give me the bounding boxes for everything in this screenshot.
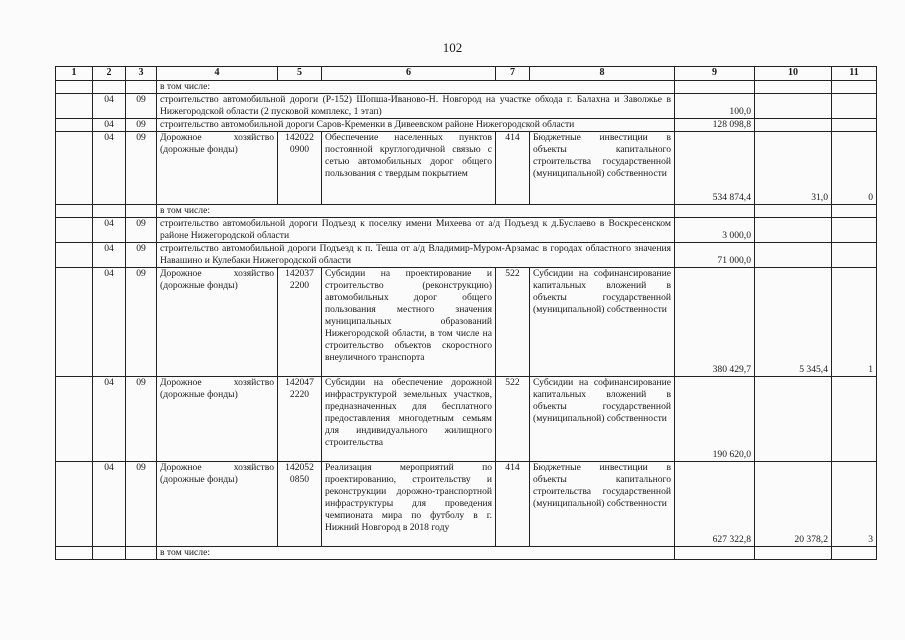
column-header: 1	[56, 67, 93, 81]
column-header: 2	[93, 67, 126, 81]
amount-cell: 20 378,2	[755, 462, 832, 547]
table-row: 04 09 Дорожное хозяйство (дорожные фонды) 142037 2200 Субсидии на проектирование и строительство (реконструкцию) автомобильных дорог общего пользования местного значения муниципальных образований Нижегородской области, в том числе на строительство объектов скоростного внеуличного транспорта 522 Субсидии на софинансирование капитальных вложений в объекты государственной (муниципальной) собственности 380 429,7 5 345,4 1	[56, 268, 877, 377]
amount-cell: 128 098,8	[675, 119, 755, 132]
budget-table	[55, 66, 877, 560]
row-description: строительство автомобильной дороги Подъезд к п. Теша от а/д Владимир-Муром-Арзамас в городах областного значения Навашино и Кулебаки Нижегородской области	[157, 243, 675, 268]
table-row: 04 09 Дорожное хозяйство (дорожные фонды) 142022 0900 Обеспечение населенных пунктов постоянной круглогодичной связью с сетью автомобильных дорог общего пользования с твердым покрытием 414 Бюджетные инвестиции в объекты капитального строительства государственной (муниципальной) собственности 534 874,4 31,0 0	[56, 132, 877, 205]
table-row	[56, 547, 877, 560]
including-label: в том числе:	[157, 547, 675, 560]
amount-cell: 100,0	[675, 94, 755, 119]
column-header: 8	[530, 67, 675, 81]
column-header: 11	[832, 67, 877, 81]
table-row: 04 09 строительство автомобильной дороги Саров-Кременки в Дивеевском районе Нижегородской области 128 098,8	[56, 119, 877, 132]
amount-cell: 1	[832, 268, 877, 377]
header-row	[56, 67, 877, 81]
column-header: 9	[675, 67, 755, 81]
table-row	[56, 81, 877, 94]
table-row	[56, 205, 877, 218]
table-row: 04 09 строительство автомобильной дороги Подъезд к поселку имени Михеева от а/д Подъезд к д.Буслаево в Воскресенском районе Нижегородской области 3 000,0	[56, 218, 877, 243]
row-description: строительство автомобильной дороги Саров-Кременки в Дивеевском районе Нижегородской области	[157, 119, 675, 132]
amount-cell: 380 429,7	[675, 268, 755, 377]
column-header: 4	[157, 67, 278, 81]
amount-cell: 534 874,4	[675, 132, 755, 205]
amount-cell: 31,0	[755, 132, 832, 205]
including-label: в том числе:	[157, 205, 675, 218]
table-row: 04 09 строительство автомобильной дороги Подъезд к п. Теша от а/д Владимир-Муром-Арзамас в городах областного значения Навашино и Кулебаки Нижегородской области 71 000,0	[56, 243, 877, 268]
column-header: 6	[322, 67, 496, 81]
amount-cell: 0	[832, 132, 877, 205]
column-header: 10	[755, 67, 832, 81]
table-row: 04 09 Дорожное хозяйство (дорожные фонды) 142047 2220 Субсидии на обеспечение дорожной инфраструктурой земельных участков, предназначенных для бесплатного предоставления многодетным семьям для индивидуального жилищного строительства 522 Субсидии на софинансирование капитальных вложений в объекты государственной (муниципальной) собственности 190 620,0	[56, 377, 877, 462]
row-description: строительство автомобильной дороги Подъезд к поселку имени Михеева от а/д Подъезд к д.Буслаево в Воскресенском районе Нижегородской области	[157, 218, 675, 243]
table-row: 04 09 строительство автомобильной дороги (Р-152) Шопша-Иваново-Н. Новгород на участке обхода г. Балахна и Заволжье в Нижегородской области (2 пусковой комплекс, 1 этап) 100,0	[56, 94, 877, 119]
page-number: 102	[442, 40, 463, 55]
amount-cell: 3	[832, 462, 877, 547]
table-row: 04 09 Дорожное хозяйство (дорожные фонды) 142052 0850 Реализация мероприятий по проектированию, строительству и реконструкции дорожно-транспортной инфраструктуры для проведения чемпионата мира по футболу в г. Нижний Новгород в 2018 году 414 Бюджетные инвестиции в объекты капитального строительства государственной (муниципальной) собственности 627 322,8 20 378,2 3	[56, 462, 877, 547]
amount-cell: 71 000,0	[675, 243, 755, 268]
including-label: в том числе:	[157, 81, 675, 94]
column-header: 5	[278, 67, 322, 81]
column-header: 3	[126, 67, 157, 81]
amount-cell: 5 345,4	[755, 268, 832, 377]
row-description: строительство автомобильной дороги (Р-152) Шопша-Иваново-Н. Новгород на участке обхода г. Балахна и Заволжье в Нижегородской области (2 пусковой комплекс, 1 этап)	[157, 94, 675, 119]
amount-cell: 627 322,8	[675, 462, 755, 547]
column-header: 7	[496, 67, 530, 81]
amount-cell: 190 620,0	[675, 377, 755, 462]
amount-cell: 3 000,0	[675, 218, 755, 243]
